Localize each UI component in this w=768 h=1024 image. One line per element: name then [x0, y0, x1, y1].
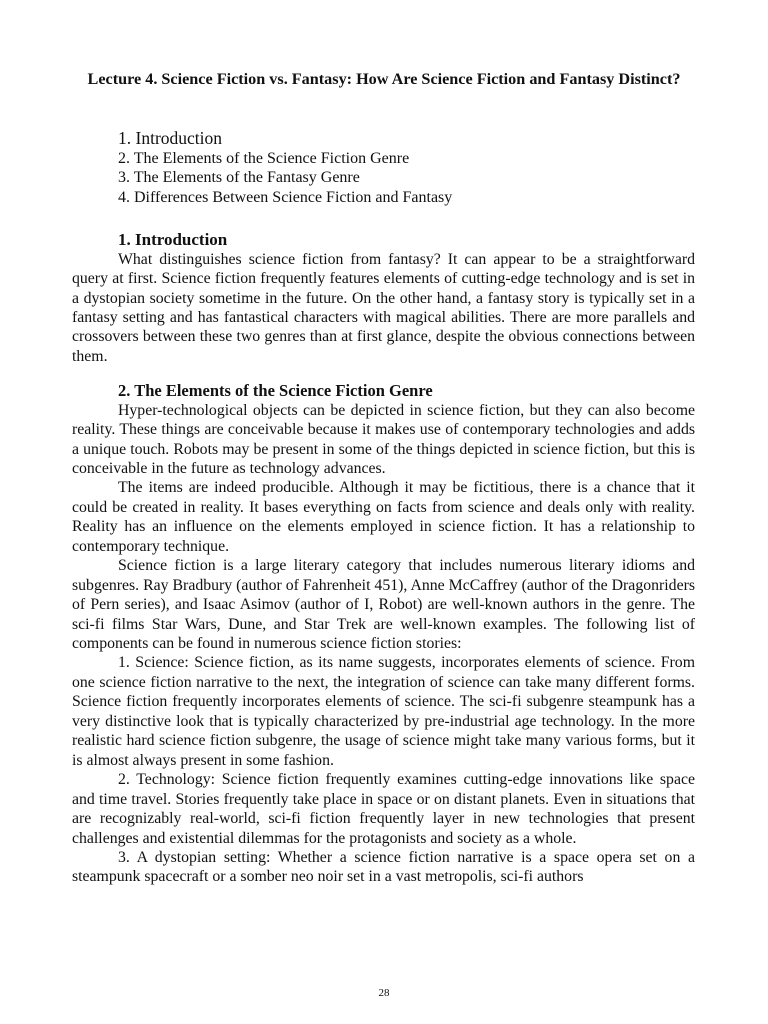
- toc-item: 1. Introduction: [118, 128, 223, 148]
- table-of-contents: [118, 129, 452, 207]
- section-heading: 2. The Elements of the Science Fiction Genre: [118, 381, 433, 400]
- section-introduction: [72, 230, 695, 366]
- paragraph: What distinguishes science fiction from fantasy? It can appear to be a straightforward query at first. Science fiction frequently features elements of cutting-edge technology and is set in a dystopian society sometime in the future. On the other hand, a fantasy story is typically set in a fantasy setting and has fantastical characters with magical abilities. There are more parallels and crossovers between these two genres than at first glance, despite the obvious connections between them.: [72, 250, 695, 365]
- paragraph: 2. Technology: Science fiction frequently examines cutting-edge innovations like space and time travel. Stories frequently take place in space or on distant planets. Even in situations that are recognizably real-world, sci-fi fiction frequently layer in new technologies that present challenges and existential dilemmas for the protagonists and society as a whole.: [72, 771, 695, 847]
- page-title: Lecture 4. Science Fiction vs. Fantasy: How Are Science Fiction and Fantasy Distinct?: [87, 70, 681, 88]
- toc-item: 2. The Elements of the Science Fiction Genre: [118, 149, 410, 167]
- toc-item: 4. Differences Between Science Fiction and Fantasy: [118, 188, 453, 206]
- toc-item: 3. The Elements of the Fantasy Genre: [118, 169, 360, 186]
- paragraph: Hyper-technological objects can be depicted in science fiction, but they can also become reality. These things are conceivable because it makes use of contemporary technologies and adds a unique touch. Robots may be present in some of the things depicted in science fiction, but this is conceivable in the future as technology advances.: [72, 401, 695, 477]
- section-heading: 1. Introduction: [118, 230, 228, 249]
- paragraph: 3. A dystopian setting: Whether a science fiction narrative is a space opera set on a steampunk spacecraft or a somber neo noir set in a vast metropolis, sci-fi authors: [72, 849, 695, 886]
- page-number: 28: [378, 987, 390, 999]
- paragraph: 1. Science: Science fiction, as its name suggests, incorporates elements of science. From one science fiction narrative to the next, the integration of science can take many different forms. Science fiction frequently incorporates elements of science. The sci-fi subgenre steampunk has a very distinctive look that is typically characterized by pre-industrial age technology. In the more realistic hard science fiction subgenre, the usage of science might take many various forms, but it is almost always present in some fashion.: [72, 654, 695, 769]
- paragraph: Science fiction is a large literary category that includes numerous literary idioms and subgenres. Ray Bradbury (author of Fahrenheit 451), Anne McCaffrey (author of the Dragonriders of Pern series), and Isaac Asimov (author of I, Robot) are well-known authors in the genre. The sci-fi films Star Wars, Dune, and Star Trek are well-known examples. The following list of components can be found in numerous science fiction stories:: [72, 557, 695, 653]
- section-science-fiction-elements: [72, 381, 695, 887]
- paragraph: The items are indeed producible. Although it may be fictitious, there is a chance that it could be created in reality. It bases everything on facts from science and deals only with reality. Reality has an influence on the elements employed in science fiction. It has a relationship to contemporary technique.: [72, 479, 695, 555]
